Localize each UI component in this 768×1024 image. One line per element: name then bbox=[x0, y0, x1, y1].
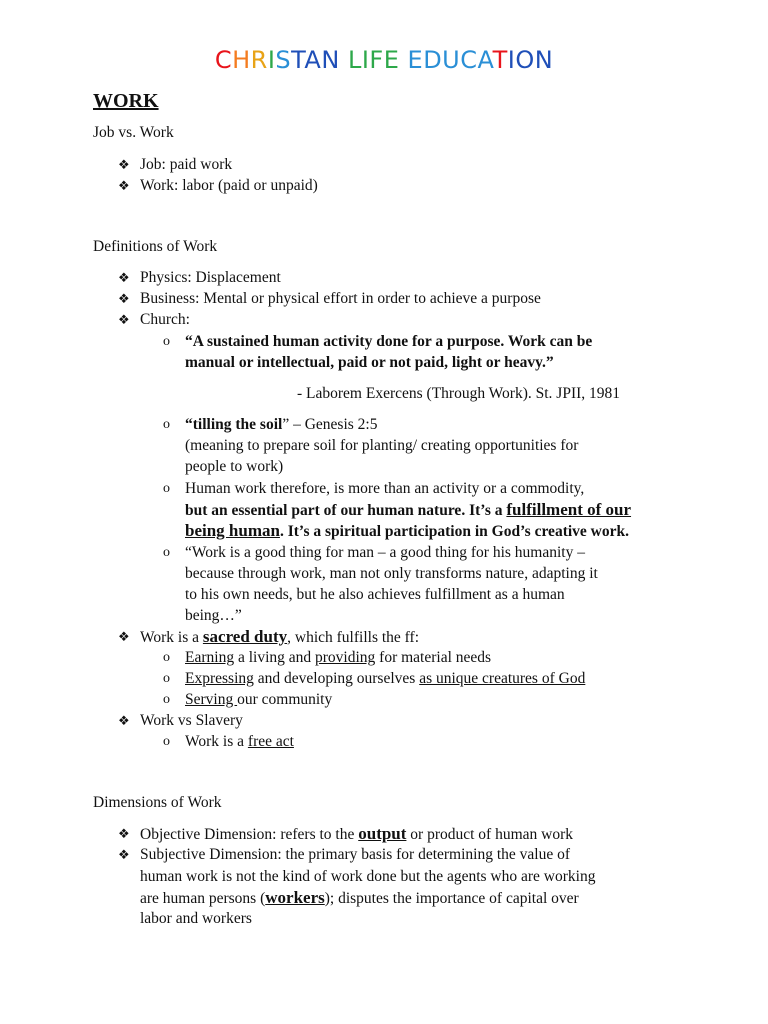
title-letter: E bbox=[383, 46, 400, 74]
bullet-icon: ❖ bbox=[118, 270, 130, 285]
sub-bullet-icon: o bbox=[163, 650, 170, 665]
bullet-icon: ❖ bbox=[118, 826, 130, 841]
sub-item-line: but an essential part of our human nature. It’s a fulfillment of our bbox=[185, 500, 632, 519]
title-letter: H bbox=[232, 46, 251, 74]
sub-item: Expressing and developing ourselves as unique creatures of God bbox=[185, 670, 586, 687]
list-item: Objective Dimension: refers to the output or product of human work bbox=[140, 824, 574, 843]
sub-bullet-icon: o bbox=[163, 692, 170, 707]
list-item: Subjective Dimension: the primary basis for determining the value of bbox=[140, 846, 571, 863]
page-title bbox=[0, 46, 768, 74]
sub-item: Work is a free act bbox=[185, 733, 294, 750]
title-letter: I bbox=[507, 46, 516, 74]
sub-item: Human work therefore, is more than an activity or a commodity, bbox=[185, 480, 585, 497]
title-letter: R bbox=[250, 46, 268, 74]
sub-item: “tilling the soil” – Genesis 2:5 bbox=[185, 416, 378, 433]
sub-bullet-icon: o bbox=[163, 545, 170, 560]
list-item: Work vs Slavery bbox=[140, 712, 243, 729]
title-letter: E bbox=[407, 46, 424, 74]
list-item: Business: Mental or physical effort in order to achieve a purpose bbox=[140, 290, 541, 307]
subheading-job-vs-work: Job vs. Work bbox=[93, 124, 174, 141]
bullet-icon: ❖ bbox=[118, 291, 130, 306]
quote-attribution: - Laborem Exercens (Through Work). St. JPII, 1981 bbox=[297, 385, 621, 402]
sub-bullet-icon: o bbox=[163, 481, 170, 496]
list-item-line: human work is not the kind of work done but the agents who are working bbox=[140, 868, 596, 885]
bullet-icon: ❖ bbox=[118, 312, 130, 327]
list-item-line: labor and workers bbox=[140, 910, 252, 927]
sub-item-line: to his own needs, but he also achieves fulfillment as a human bbox=[185, 586, 565, 603]
title-letter: D bbox=[423, 46, 443, 74]
bullet-icon: ❖ bbox=[118, 713, 130, 728]
title-letter: L bbox=[347, 46, 362, 74]
quote-line: “A sustained human activity done for a purpose. Work can be bbox=[185, 333, 593, 350]
list-item: Work is a sacred duty, which fulfills the ff: bbox=[140, 627, 420, 646]
quote-line: manual or intellectual, paid or not paid, light or heavy.” bbox=[185, 354, 554, 371]
sub-bullet-icon: o bbox=[163, 334, 170, 349]
title-letter: A bbox=[304, 46, 322, 74]
sub-bullet-icon: o bbox=[163, 671, 170, 686]
bullet-icon: ❖ bbox=[118, 847, 130, 862]
title-letter: F bbox=[369, 46, 384, 74]
subheading-dimensions: Dimensions of Work bbox=[93, 794, 222, 811]
sub-item-line: being…” bbox=[185, 607, 242, 624]
title-letter: T bbox=[492, 46, 508, 74]
list-item: Job: paid work bbox=[140, 156, 233, 173]
section-heading-work: WORK bbox=[93, 90, 159, 112]
list-item-line: are human persons (workers); disputes the importance of capital over bbox=[140, 888, 579, 907]
sub-bullet-icon: o bbox=[163, 734, 170, 749]
title-letter: C bbox=[460, 46, 478, 74]
sub-item: “Work is a good thing for man – a good thing for his humanity – bbox=[185, 544, 585, 561]
title-letter: T bbox=[291, 46, 305, 74]
title-letter: O bbox=[515, 46, 535, 74]
title-letter: U bbox=[442, 46, 461, 74]
sub-item: Earning a living and providing for material needs bbox=[185, 649, 492, 666]
title-letter: N bbox=[321, 46, 340, 74]
title-letter: I bbox=[267, 46, 276, 74]
list-item: Work: labor (paid or unpaid) bbox=[140, 177, 318, 194]
sub-item-line: people to work) bbox=[185, 458, 284, 475]
sub-bullet-icon: o bbox=[163, 417, 170, 432]
title-letter: C bbox=[214, 46, 233, 74]
title-letter: A bbox=[477, 46, 493, 74]
bullet-icon: ❖ bbox=[118, 629, 130, 644]
title-letter: I bbox=[361, 46, 370, 74]
bullet-icon: ❖ bbox=[118, 178, 130, 193]
list-item: Church: bbox=[140, 311, 190, 328]
bullet-icon: ❖ bbox=[118, 157, 130, 172]
subheading-definitions: Definitions of Work bbox=[93, 238, 218, 255]
sub-item-line: (meaning to prepare soil for planting/ creating opportunities for bbox=[185, 437, 579, 454]
title-letter: N bbox=[534, 46, 554, 74]
title-letter bbox=[399, 46, 407, 74]
sub-item: Serving our community bbox=[185, 691, 333, 708]
sub-item-line: being human. It’s a spiritual participation in God’s creative work. bbox=[185, 521, 629, 540]
sub-item-line: because through work, man not only transforms nature, adapting it bbox=[185, 565, 598, 582]
title-letter: S bbox=[275, 46, 292, 74]
list-item: Physics: Displacement bbox=[140, 269, 281, 286]
title-letter bbox=[340, 46, 348, 74]
